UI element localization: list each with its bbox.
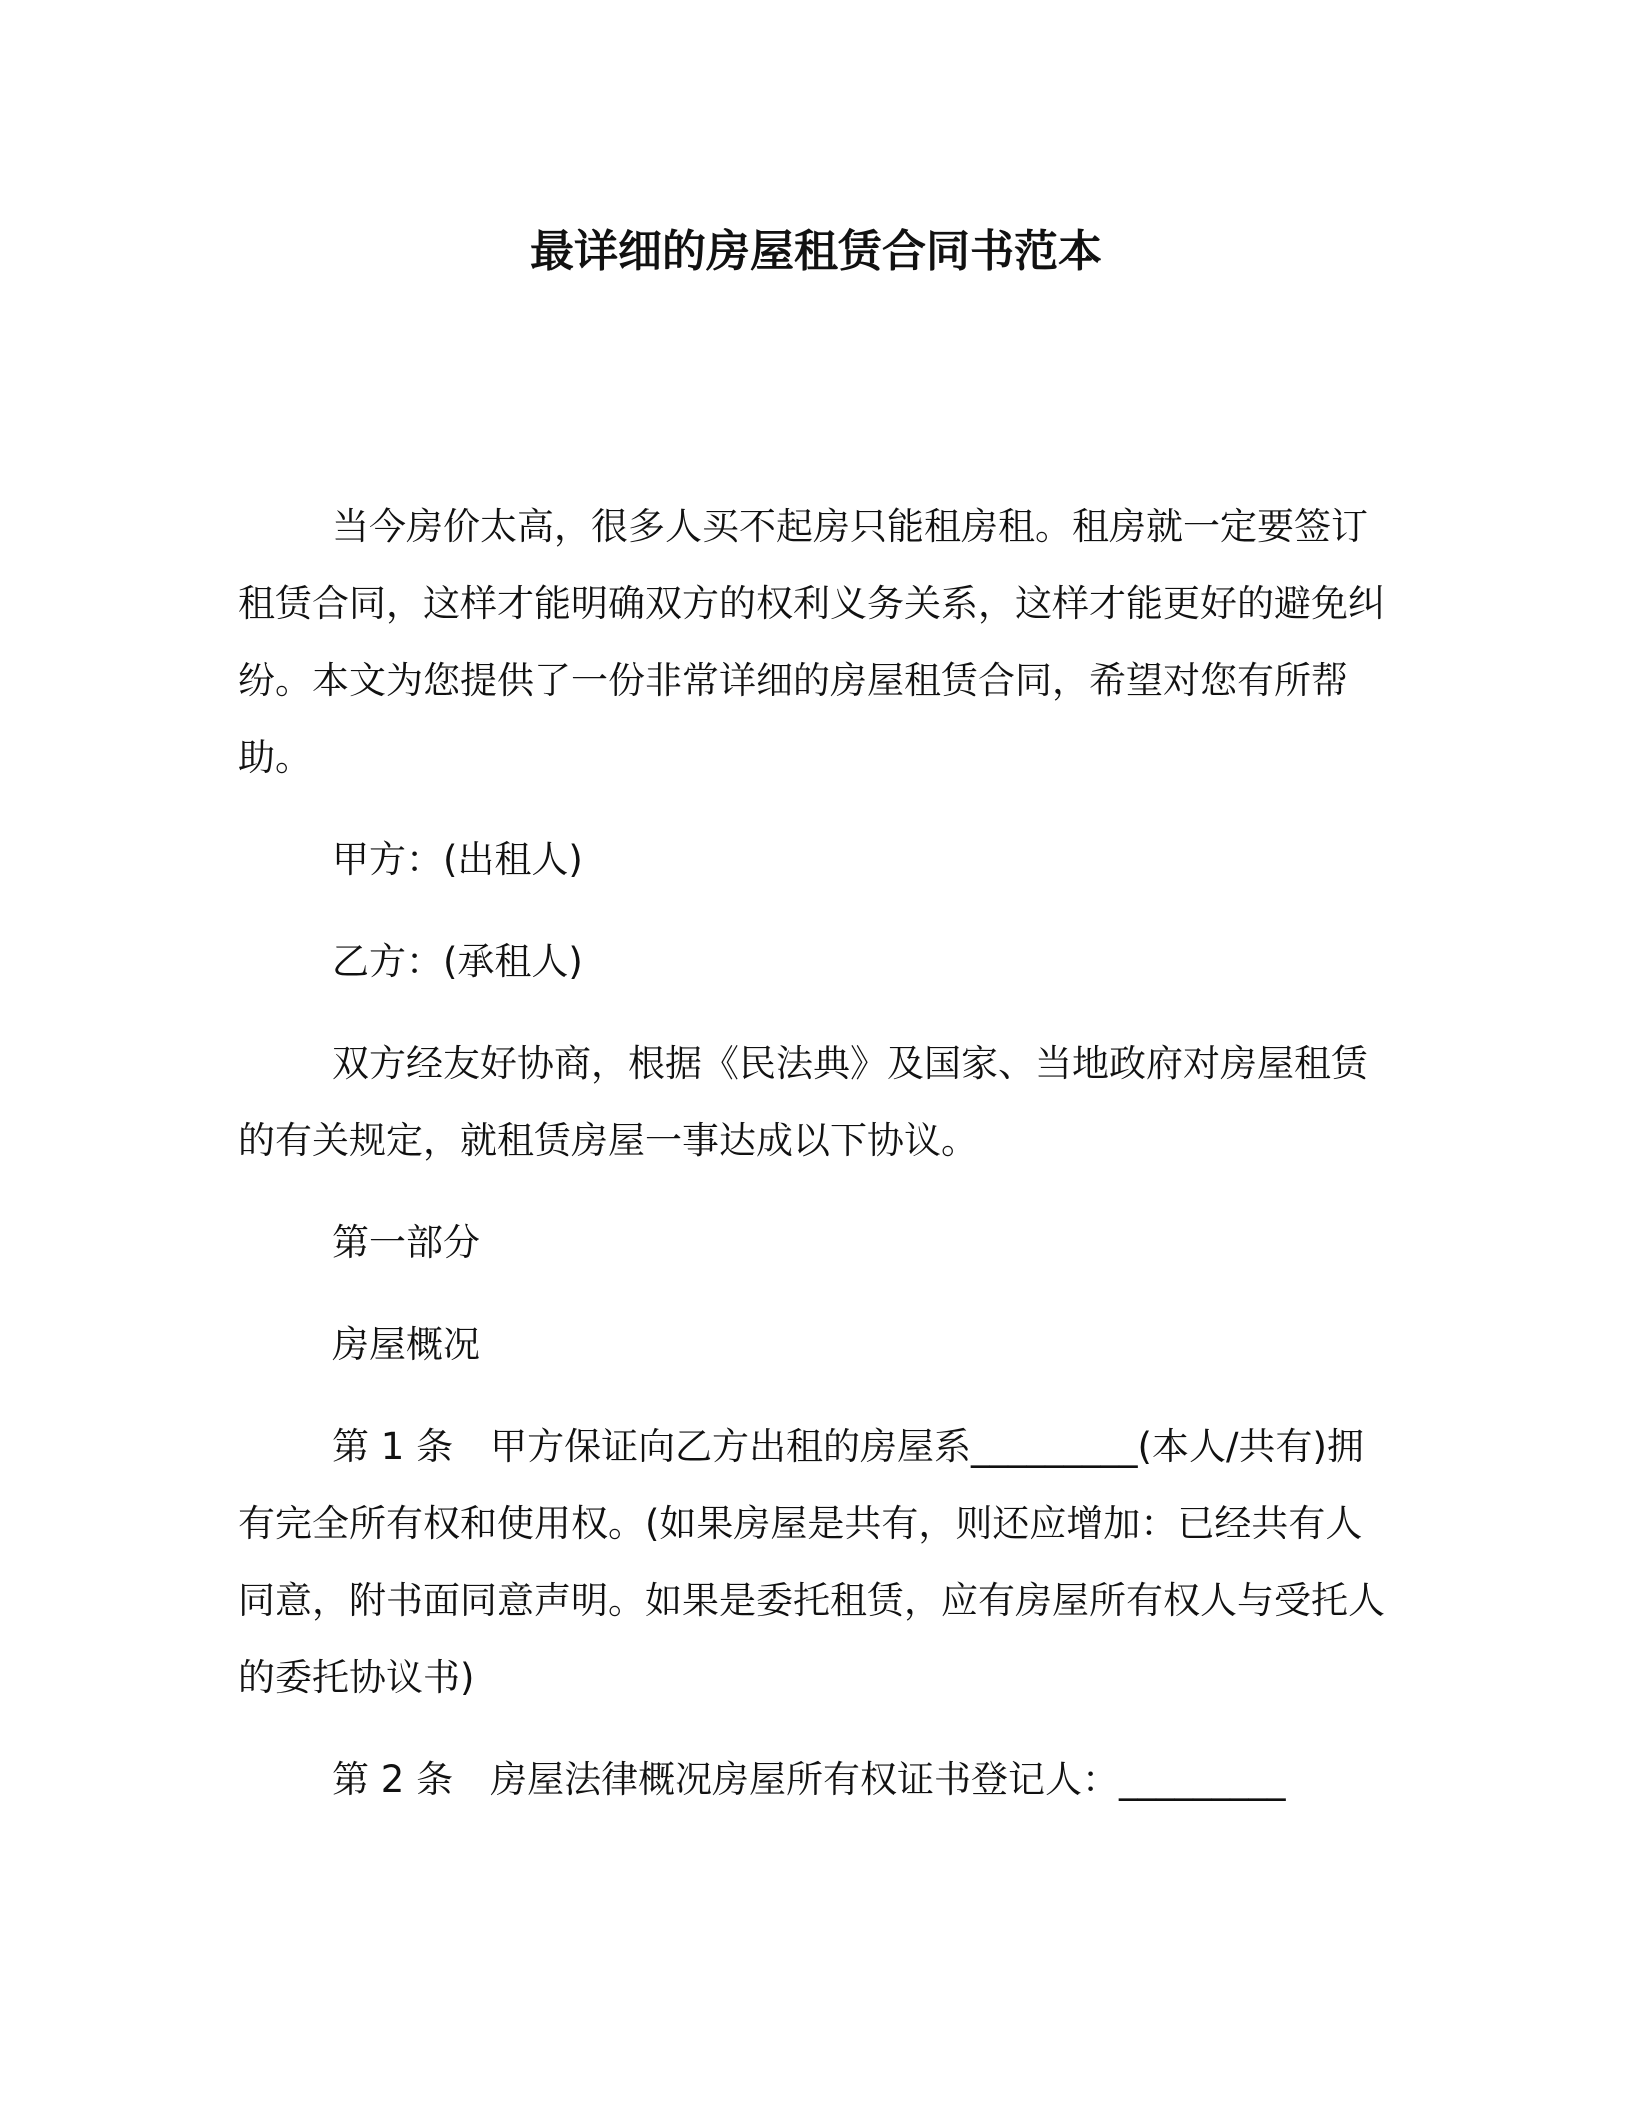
party-a-line: 甲方：(出租人) [332,838,583,881]
intro-paragraph: 当今房价太高，很多人买不起房只能租房租。租房就一定要签订租赁合同，这样才能明确双方的权利义务关系，这样才能更好的避免纠纷。本文为您提供了一份非常详细的房屋租赁合同，希望对您有所帮助。 [238,505,1385,779]
part-one-heading: 第一部分 [332,1221,480,1264]
document-title: 最详细的房屋租赁合同书范本 [530,226,1102,277]
document-body [238,488,1398,1818]
article-1: 第 1 条 甲方保证向乙方出租的房屋系_________(本人/共有)拥有完全所有权和使用权。(如果房屋是共有，则还应增加：已经共有人同意，附书面同意声明。如果是委托租赁，应有房屋所有权人与受托人的委托协议书) [238,1425,1385,1699]
house-overview-heading: 房屋概况 [332,1323,480,1366]
party-b-line: 乙方：(承租人) [332,940,583,983]
article-2: 第 2 条 房屋法律概况房屋所有权证书登记人：_________ [332,1758,1286,1801]
agreement-paragraph: 双方经友好协商，根据《民法典》及国家、当地政府对房屋租赁的有关规定，就租赁房屋一事达成以下协议。 [238,1042,1368,1162]
